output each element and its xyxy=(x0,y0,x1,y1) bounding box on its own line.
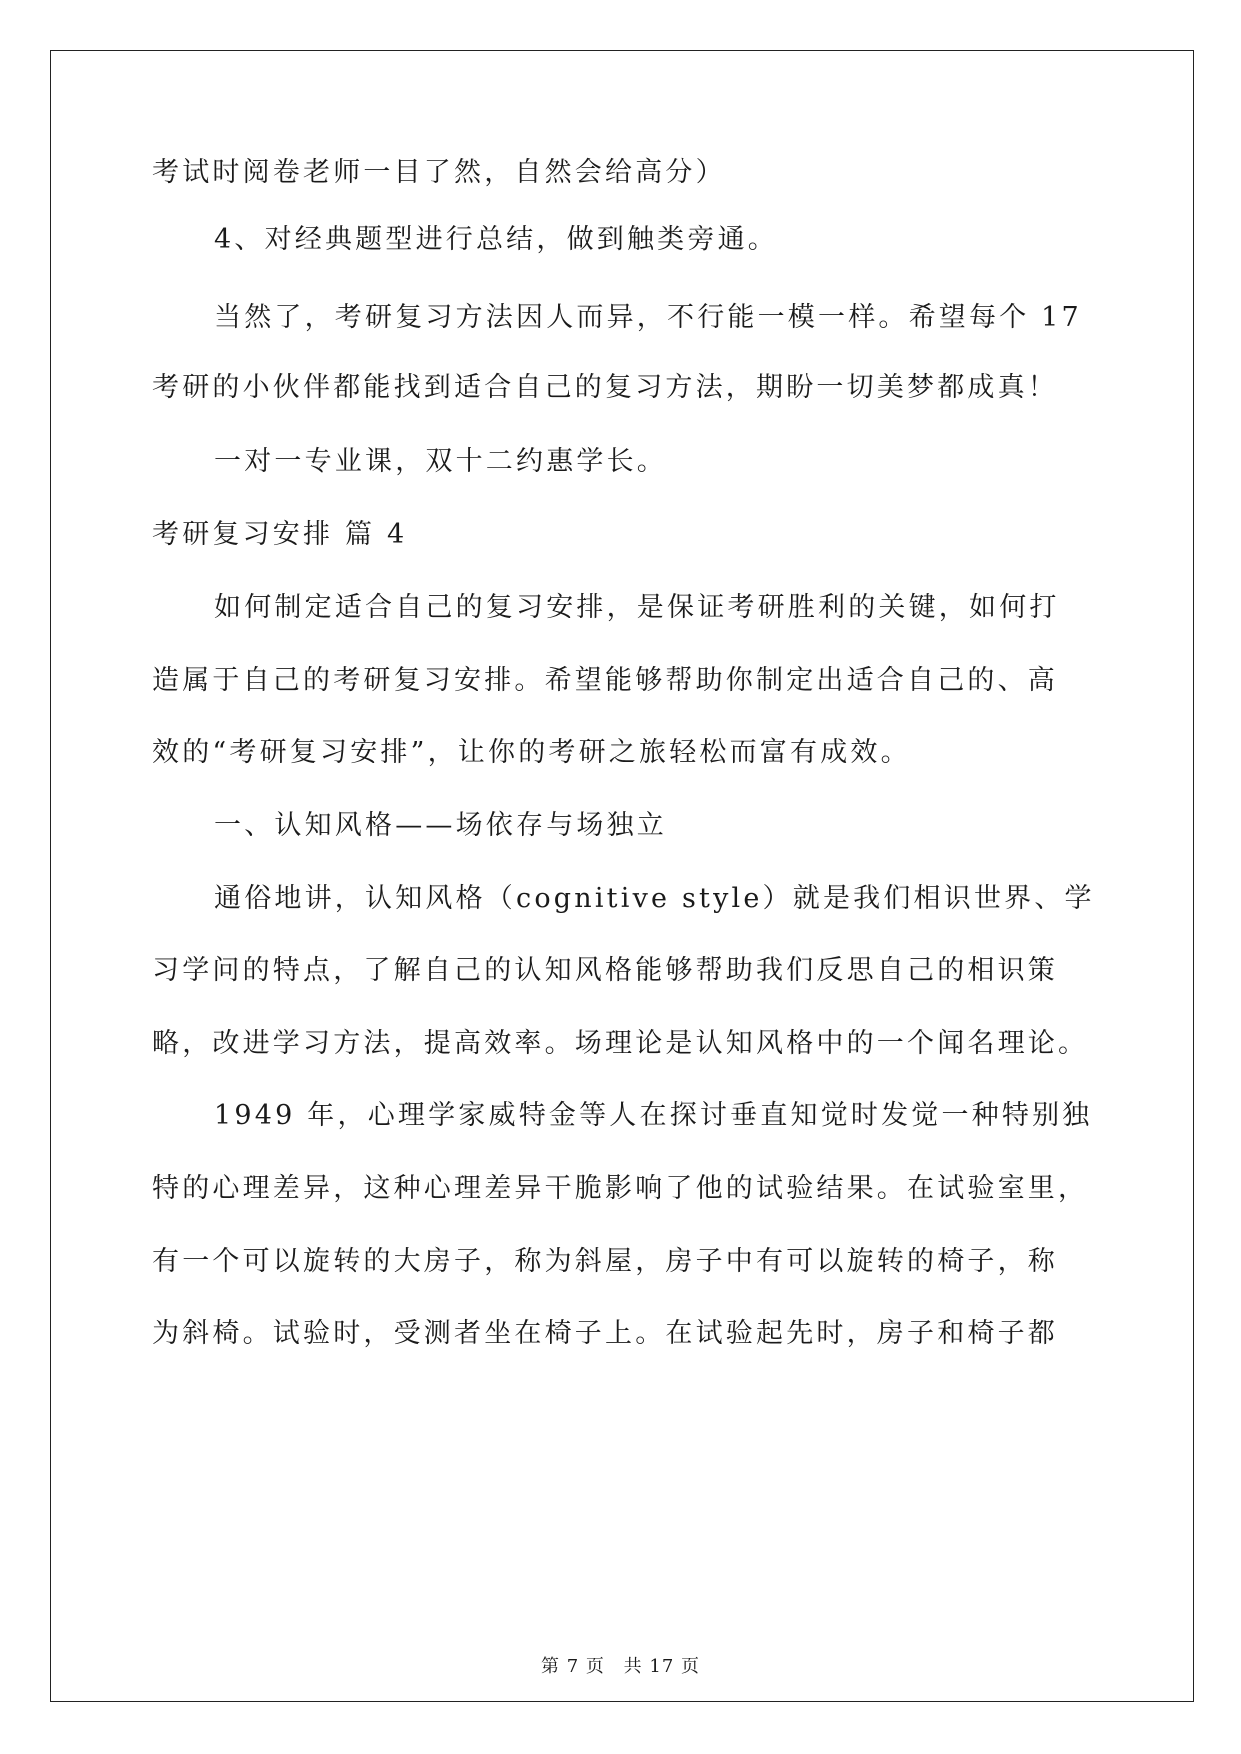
text-line-11: 通俗地讲，认知风格（cognitive style）就是我们相识世界、学 xyxy=(214,883,1095,914)
text-line-3: 当然了，考研复习方法因人而异，不行能一模一样。希望每个 17 xyxy=(214,302,1082,333)
subheading: 一、认知风格——场依存与场独立 xyxy=(214,810,667,841)
text-line-8: 造属于自己的考研复习安排。希望能够帮助你制定出适合自己的、高 xyxy=(152,665,1058,696)
text-line-9: 效的“考研复习安排”，让你的考研之旅轻松而富有成效。 xyxy=(152,737,911,768)
text-line-17: 为斜椅。试验时，受测者坐在椅子上。在试验起先时，房子和椅子都 xyxy=(152,1318,1058,1349)
text-line-14: 1949 年，心理学家威特金等人在探讨垂直知觉时发觉一种特别独 xyxy=(214,1100,1093,1131)
text-line-2: 4、对经典题型进行总结，做到触类旁通。 xyxy=(214,224,778,255)
text-line-13: 略，改进学习方法，提高效率。场理论是认知风格中的一个闻名理论。 xyxy=(152,1028,1089,1059)
page-number: 第 7 页 xyxy=(541,1656,605,1677)
text-line-5: 一对一专业课，双十二约惠学长。 xyxy=(214,446,667,477)
page-total: 共 17 页 xyxy=(623,1656,700,1677)
text-line-7: 如何制定适合自己的复习安排，是保证考研胜利的关键，如何打 xyxy=(214,592,1060,623)
text-line-15: 特的心理差异，这种心理差异干脆影响了他的试验结果。在试验室里， xyxy=(152,1173,1089,1204)
text-line-16: 有一个可以旋转的大房子，称为斜屋，房子中有可以旋转的椅子，称 xyxy=(152,1246,1058,1277)
text-line-4: 考研的小伙伴都能找到适合自己的复习方法，期盼一切美梦都成真！ xyxy=(152,372,1058,403)
section-heading: 考研复习安排 篇 4 xyxy=(152,519,408,550)
page-footer xyxy=(0,1655,1241,1679)
text-line-12: 习学问的特点，了解自己的认知风格能够帮助我们反思自己的相识策 xyxy=(152,955,1058,986)
text-line-1: 考试时阅卷老师一目了然，自然会给高分） xyxy=(152,157,726,188)
